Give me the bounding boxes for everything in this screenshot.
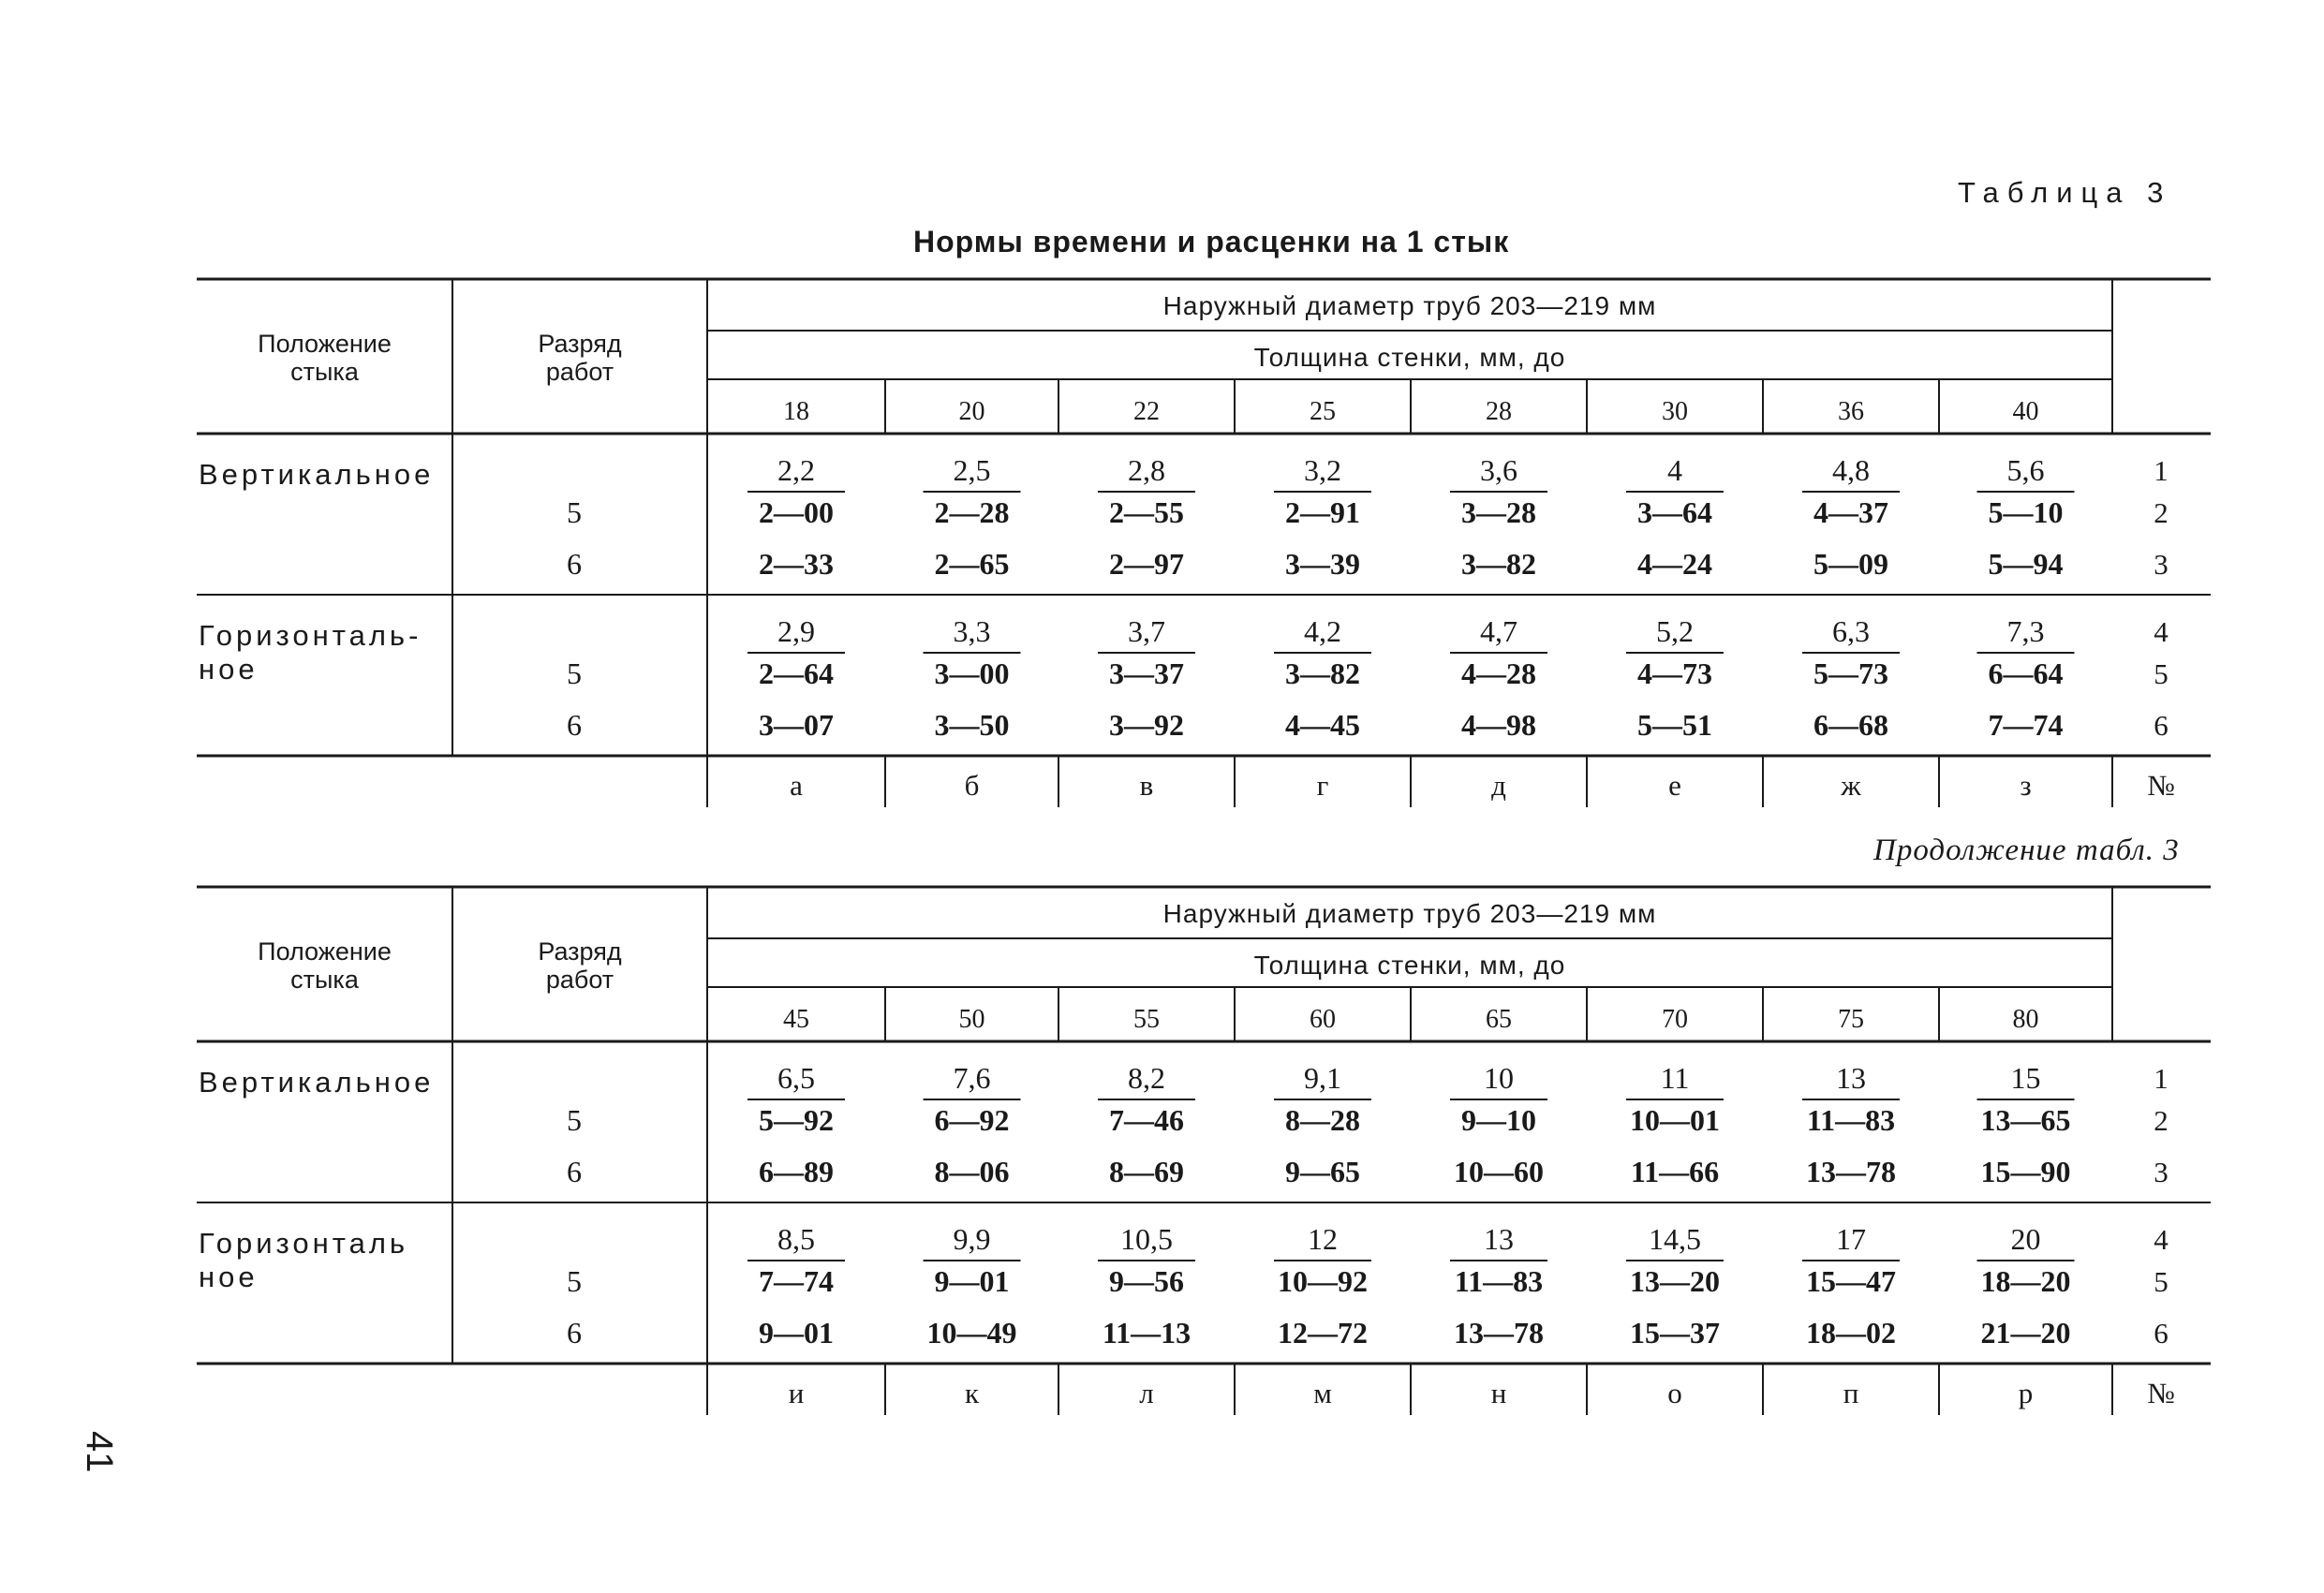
thickness-value: 55 [1133,1005,1160,1034]
rate-value: 18—02 [1806,1316,1896,1350]
row-number: 2 [2154,1104,2169,1137]
rate-value: 15—47 [1806,1264,1896,1298]
time-norm: 3,6 [1480,453,1517,487]
time-norm: 4,2 [1304,614,1341,648]
rate-value: 7—74 [759,1264,834,1298]
rate-value: 9—65 [1285,1155,1360,1188]
thickness-value: 65 [1486,1005,1512,1034]
grade-value: 6 [567,1316,582,1350]
rate-value: 6—68 [1813,708,1888,742]
rate-value: 21—20 [1980,1316,2071,1350]
rate-value: 2—65 [934,547,1010,581]
rate-value: 9—56 [1109,1264,1184,1298]
row-number: 6 [2154,709,2169,742]
rate-value: 5—10 [1988,495,2064,529]
time-norm: 13 [1836,1061,1866,1095]
position-label: Вертикальное [199,1066,435,1099]
rate-value: 4—24 [1637,547,1712,581]
time-norm: 11 [1660,1061,1690,1095]
rate-value: 2—55 [1109,495,1184,529]
time-norm: 10,5 [1120,1222,1173,1256]
time-norm: 2,9 [777,614,815,648]
rate-value: 4—73 [1637,656,1712,690]
time-norm: 3,2 [1304,453,1341,487]
column-letter: б [964,769,980,802]
time-norm: 8,2 [1128,1061,1165,1095]
row-number: 3 [2154,548,2169,581]
diameter-header: Наружный диаметр труб 203—219 мм [1162,291,1657,320]
column-letter: р [2018,1377,2034,1409]
thickness-value: 75 [1838,1005,1864,1034]
number-label: № [2147,1377,2175,1409]
rate-value: 11—83 [1806,1103,1896,1137]
thickness-value: 70 [1662,1005,1688,1034]
thickness-value: 60 [1310,1005,1336,1034]
grade-value: 6 [567,547,582,581]
rate-value: 4—37 [1813,495,1888,529]
thickness-value: 80 [2012,1005,2039,1034]
rate-value: 3—39 [1285,547,1360,581]
column-letter: и [788,1377,805,1409]
rate-value: 13—78 [1454,1316,1544,1350]
rate-value: 2—33 [759,547,834,581]
time-norm: 9,1 [1304,1061,1341,1095]
rate-value: 3—37 [1109,656,1184,690]
rate-value: 13—78 [1806,1155,1896,1188]
position-header: Положение [258,937,392,966]
time-norm: 8,5 [777,1222,815,1256]
column-letter: г [1316,769,1329,802]
thickness-header: Толщина стенки, мм, до [1253,343,1566,372]
grade-header: Разряд [538,330,622,358]
column-letter: е [1668,769,1681,802]
row-number: 4 [2154,1223,2169,1256]
time-norm: 12 [1308,1222,1338,1256]
grade-header: работ [545,358,614,386]
thickness-value: 30 [1662,397,1688,426]
grade-value: 5 [567,1103,582,1137]
thickness-value: 18 [783,397,809,426]
rate-value: 13—20 [1630,1264,1720,1298]
rate-value: 2—97 [1109,547,1184,581]
grade-value: 6 [567,708,582,742]
rate-value: 4—45 [1285,708,1360,742]
thickness-value: 45 [783,1005,809,1034]
column-letter: н [1490,1377,1507,1409]
column-letter: з [2020,769,2032,802]
time-norm: 3,7 [1128,614,1165,648]
diameter-header: Наружный диаметр труб 203—219 мм [1162,899,1657,928]
thickness-value: 50 [958,1005,985,1034]
thickness-value: 28 [1486,397,1512,426]
grade-value: 5 [567,656,582,690]
rate-value: 3—82 [1461,547,1536,581]
rate-value: 3—07 [759,708,834,742]
time-norm: 7,3 [2006,614,2045,648]
rate-value: 5—73 [1813,656,1888,690]
time-norm: 4,8 [1832,453,1870,487]
time-norm: 5,6 [2006,453,2045,487]
thickness-value: 22 [1133,397,1160,426]
time-norm: 15 [2010,1061,2041,1095]
number-label: № [2147,769,2175,802]
time-norm: 14,5 [1649,1222,1701,1256]
grade-header: Разряд [538,937,622,966]
position-label: Горизонталь [199,1227,409,1260]
rate-value: 5—94 [1988,547,2064,581]
rate-value: 3—50 [934,708,1010,742]
time-norm: 9,9 [953,1222,991,1256]
rate-value: 2—64 [759,656,834,690]
column-letter: д [1491,769,1506,802]
rate-value: 3—92 [1109,708,1184,742]
row-number: 1 [2154,454,2169,487]
rate-value: 6—64 [1988,656,2064,690]
position-label: ное [199,653,259,686]
rate-value: 5—92 [759,1103,834,1137]
rate-value: 2—91 [1285,495,1360,529]
row-number: 5 [2154,1265,2169,1298]
rate-value: 9—01 [759,1316,834,1350]
column-letter: п [1843,1377,1859,1409]
row-number: 5 [2154,657,2169,690]
time-norm: 3,3 [953,614,991,648]
time-norm: 17 [1836,1222,1866,1256]
position-label: Вертикальное [199,458,435,491]
rate-value: 7—74 [1988,708,2064,742]
table-title: Нормы времени и расценки на 1 стык [913,225,1510,258]
time-norm: 6,5 [777,1061,815,1095]
position-header: Положение [258,330,392,358]
rate-value: 2—28 [934,495,1010,529]
rate-value: 4—28 [1461,656,1536,690]
column-letter: о [1667,1377,1682,1409]
page-number: 41 [79,1431,120,1473]
time-norm: 13 [1484,1222,1514,1256]
rate-value: 13—65 [1980,1103,2071,1137]
rate-value: 15—37 [1630,1316,1720,1350]
rate-value: 9—10 [1461,1103,1536,1137]
rate-value: 6—92 [934,1103,1010,1137]
rate-value: 2—00 [759,495,834,529]
rate-value: 9—01 [934,1264,1010,1298]
time-norm: 2,5 [953,453,991,487]
rate-value: 3—00 [934,656,1010,690]
rate-value: 3—28 [1461,495,1536,529]
rate-value: 15—90 [1980,1155,2071,1188]
time-norm: 4,7 [1480,614,1517,648]
grade-header: работ [545,966,614,994]
time-norm: 5,2 [1656,614,1694,648]
column-letter: а [790,769,803,802]
rate-value: 10—01 [1630,1103,1720,1137]
rate-value: 18—20 [1980,1264,2071,1298]
rate-value: 10—60 [1454,1155,1544,1188]
thickness-value: 25 [1310,397,1336,426]
time-norm: 20 [2010,1222,2041,1256]
rate-value: 10—92 [1278,1264,1368,1298]
row-number: 2 [2154,496,2169,529]
time-norm: 4 [1667,453,1682,487]
rate-value: 8—69 [1109,1155,1184,1188]
time-norm: 10 [1484,1061,1514,1095]
thickness-header: Толщина стенки, мм, до [1253,951,1566,980]
table-label: Таблица 3 [1958,176,2172,209]
rate-value: 3—82 [1285,656,1360,690]
grade-value: 5 [567,1264,582,1298]
time-norm: 6,3 [1832,614,1870,648]
row-number: 1 [2154,1062,2169,1095]
column-letter: ж [1841,769,1861,802]
row-number: 6 [2154,1317,2169,1350]
rate-value: 11—13 [1102,1316,1192,1350]
row-number: 3 [2154,1156,2169,1188]
column-letter: л [1139,1377,1154,1409]
rate-value: 6—89 [759,1155,834,1188]
thickness-value: 20 [958,397,985,426]
rate-value: 12—72 [1278,1316,1368,1350]
grade-value: 5 [567,495,582,529]
rate-value: 11—66 [1630,1155,1720,1188]
table-continuation-label: Продолжение табл. 3 [1873,833,2180,867]
column-letter: к [964,1377,980,1409]
position-label: ное [199,1261,259,1293]
rate-value: 11—83 [1454,1264,1544,1298]
time-norm: 2,2 [777,453,815,487]
column-letter: в [1139,769,1154,802]
column-letter: м [1313,1377,1332,1409]
rate-value: 8—06 [934,1155,1010,1188]
rate-value: 3—64 [1637,495,1712,529]
rate-value: 8—28 [1285,1103,1360,1137]
rate-value: 5—51 [1637,708,1712,742]
grade-value: 6 [567,1155,582,1188]
row-number: 4 [2154,615,2169,648]
rate-value: 5—09 [1813,547,1888,581]
position-header: стыка [290,358,359,386]
position-label: Горизонталь- [199,619,422,652]
position-header: стыка [290,966,359,994]
rate-value: 4—98 [1461,708,1536,742]
time-norm: 7,6 [953,1061,991,1095]
time-norm: 2,8 [1128,453,1165,487]
thickness-value: 36 [1838,397,1864,426]
rate-value: 10—49 [926,1316,1017,1350]
thickness-value: 40 [2012,397,2039,426]
rate-value: 7—46 [1109,1103,1184,1137]
